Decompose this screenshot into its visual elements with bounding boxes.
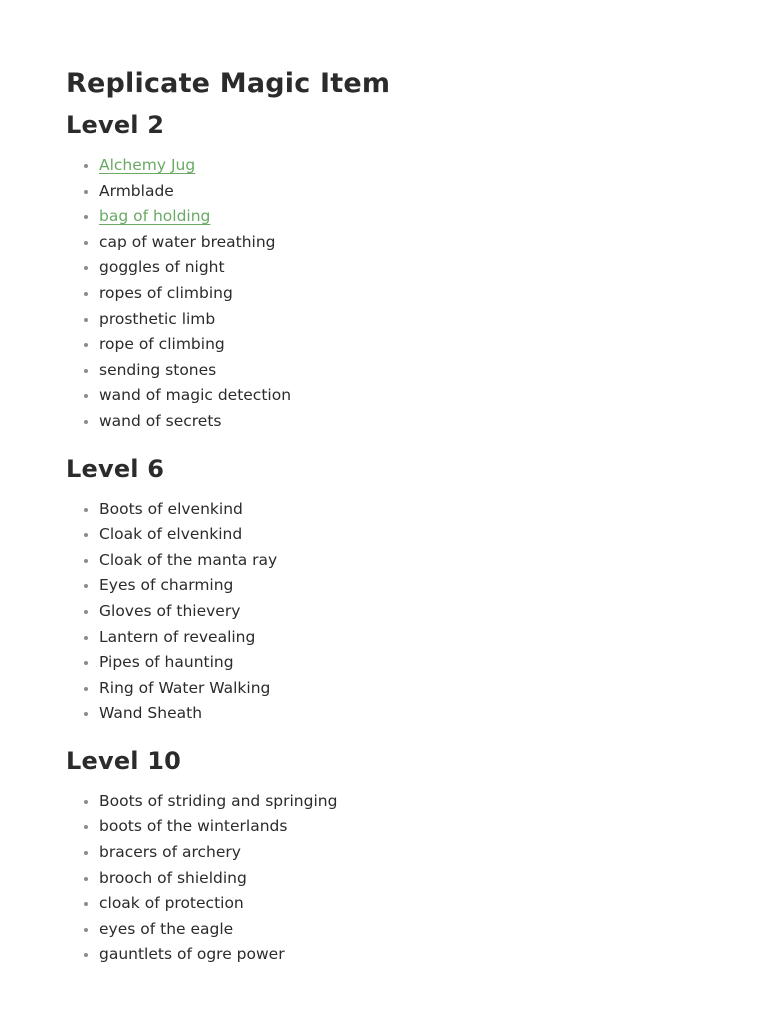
list-item — [66, 230, 768, 256]
list-item — [66, 358, 768, 384]
list-item — [66, 891, 768, 917]
item-label: wand of secrets — [99, 411, 222, 430]
section-heading: Level 10 — [66, 746, 182, 775]
item-label: Eyes of charming — [99, 576, 234, 595]
item-link[interactable]: Alchemy Jug — [99, 156, 196, 174]
item-label: Cloak of elvenkind — [99, 525, 243, 544]
list-item — [66, 573, 768, 599]
list-item — [66, 179, 768, 205]
list-item — [66, 866, 768, 892]
item-label: gauntlets of ogre power — [99, 945, 285, 964]
item-list — [66, 497, 768, 727]
item-label: cap of water breathing — [99, 232, 276, 251]
list-item — [66, 383, 768, 409]
list-item — [66, 332, 768, 358]
list-item — [66, 599, 768, 625]
section-heading: Level 2 — [66, 111, 165, 139]
list-item — [66, 650, 768, 676]
item-label: eyes of the eagle — [99, 919, 234, 938]
list-item — [66, 701, 768, 727]
list-item — [66, 153, 768, 179]
list-item — [66, 548, 768, 574]
item-label: Wand Sheath — [99, 704, 203, 723]
list-item — [66, 281, 768, 307]
list-item — [66, 814, 768, 840]
list-item — [66, 522, 768, 548]
list-item — [66, 942, 768, 968]
item-label: Armblade — [99, 181, 174, 200]
item-label: Ring of Water Walking — [99, 678, 271, 697]
item-label: Boots of striding and springing — [99, 791, 338, 810]
item-label: goggles of night — [99, 258, 225, 277]
item-label: sending stones — [99, 360, 217, 379]
section-heading: Level 6 — [66, 454, 165, 483]
section-level — [66, 453, 768, 727]
item-label: wand of magic detection — [99, 386, 292, 405]
list-item — [66, 497, 768, 523]
section-level — [66, 109, 768, 435]
item-list — [66, 153, 768, 435]
list-item — [66, 255, 768, 281]
list-item — [66, 307, 768, 333]
page-title: Replicate Magic Item — [66, 68, 391, 99]
list-item — [66, 409, 768, 435]
item-label: Gloves of thievery — [99, 601, 241, 620]
item-label: Lantern of revealing — [99, 627, 256, 646]
item-label: Boots of elvenkind — [99, 499, 243, 518]
item-label: Cloak of the manta ray — [99, 550, 278, 569]
section-level — [66, 745, 768, 968]
item-label: boots of the winterlands — [99, 817, 288, 836]
item-label: rope of climbing — [99, 335, 225, 354]
item-label: bracers of archery — [99, 843, 241, 862]
list-item — [66, 840, 768, 866]
item-label: prosthetic limb — [99, 309, 216, 328]
item-label: Pipes of haunting — [99, 653, 234, 672]
list-item — [66, 625, 768, 651]
item-list — [66, 789, 768, 968]
list-item — [66, 917, 768, 943]
item-label: cloak of protection — [99, 894, 244, 913]
list-item — [66, 204, 768, 230]
item-label: ropes of climbing — [99, 283, 233, 302]
list-item — [66, 789, 768, 815]
item-label: brooch of shielding — [99, 868, 247, 887]
item-link[interactable]: bag of holding — [99, 207, 211, 226]
sections-container — [66, 109, 768, 968]
list-item — [66, 676, 768, 702]
